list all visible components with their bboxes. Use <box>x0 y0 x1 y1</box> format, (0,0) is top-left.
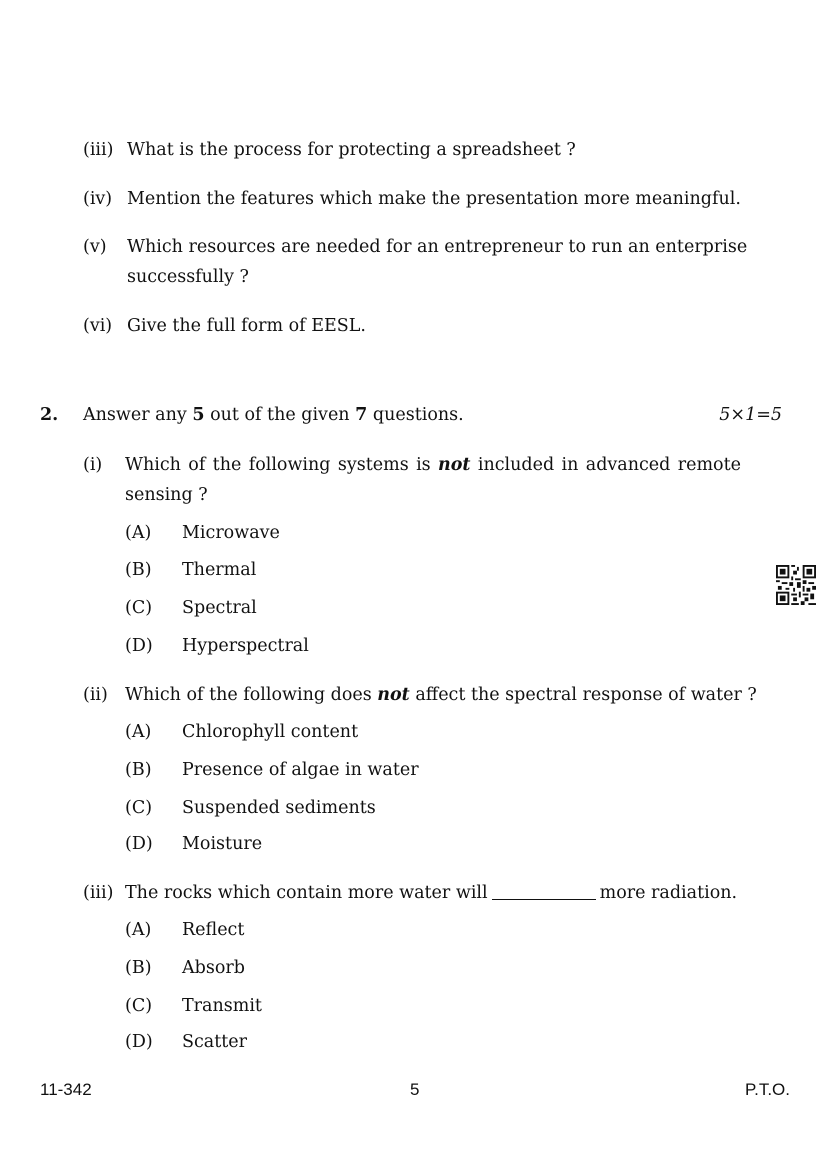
page-number: 5 <box>410 1080 420 1099</box>
option-text: Presence of algae in water <box>182 760 419 780</box>
question-number: (v) <box>83 237 107 257</box>
option-label: (C) <box>125 798 153 818</box>
question-text: What is the process for protecting a spreadsheet ? <box>127 140 576 160</box>
question-2-number: 2. <box>40 405 59 425</box>
sub-question-number: (i) <box>83 455 103 475</box>
sub-question-number: (iii) <box>83 883 114 903</box>
paper-code: 11-342 <box>40 1080 92 1099</box>
option-text: Hyperspectral <box>182 636 309 656</box>
question-2-instruction: Answer any 5 out of the given 7 questions. <box>83 405 464 425</box>
question-number: (iii) <box>83 140 114 160</box>
option-label: (A) <box>125 722 152 742</box>
qr-code-icon <box>776 565 816 605</box>
please-turn-over: P.T.O. <box>744 1080 790 1099</box>
option-text: Microwave <box>182 523 280 543</box>
answer-blank <box>492 899 596 900</box>
option-label: (A) <box>125 523 152 543</box>
sub-question-number: (ii) <box>83 685 108 705</box>
option-text: Chlorophyll content <box>182 722 359 742</box>
sub-question-text-continued: sensing ? <box>125 485 208 505</box>
question-2-marks: 5×1=5 <box>719 405 782 425</box>
option-label: (D) <box>125 636 153 656</box>
sub-question-text: The rocks which contain more water will more radiation. <box>125 883 738 903</box>
option-text: Moisture <box>182 834 263 854</box>
option-label: (D) <box>125 834 153 854</box>
question-text-continued: successfully ? <box>127 267 249 287</box>
option-text: Absorb <box>182 958 245 978</box>
option-label: (A) <box>125 920 152 940</box>
option-label: (B) <box>125 760 152 780</box>
option-text: Transmit <box>182 996 262 1016</box>
option-text: Spectral <box>182 598 257 618</box>
option-label: (D) <box>125 1032 153 1052</box>
option-label: (B) <box>125 560 152 580</box>
option-text: Suspended sediments <box>182 798 376 818</box>
question-text: Mention the features which make the presentation more meaningful. <box>127 189 741 209</box>
sub-question-text: Which of the following does not affect the spectral response of water ? <box>125 685 757 705</box>
option-label: (B) <box>125 958 152 978</box>
sub-question-text: Which of the following systems is not included in advanced remote <box>125 455 741 475</box>
option-label: (C) <box>125 598 153 618</box>
question-number: (iv) <box>83 189 113 209</box>
question-text: Which resources are needed for an entrepreneur to run an enterprise <box>127 237 748 257</box>
question-number: (vi) <box>83 316 113 336</box>
option-text: Reflect <box>182 920 245 940</box>
option-label: (C) <box>125 996 153 1016</box>
option-text: Thermal <box>182 560 257 580</box>
question-text: Give the full form of EESL. <box>127 316 366 336</box>
option-text: Scatter <box>182 1032 248 1052</box>
